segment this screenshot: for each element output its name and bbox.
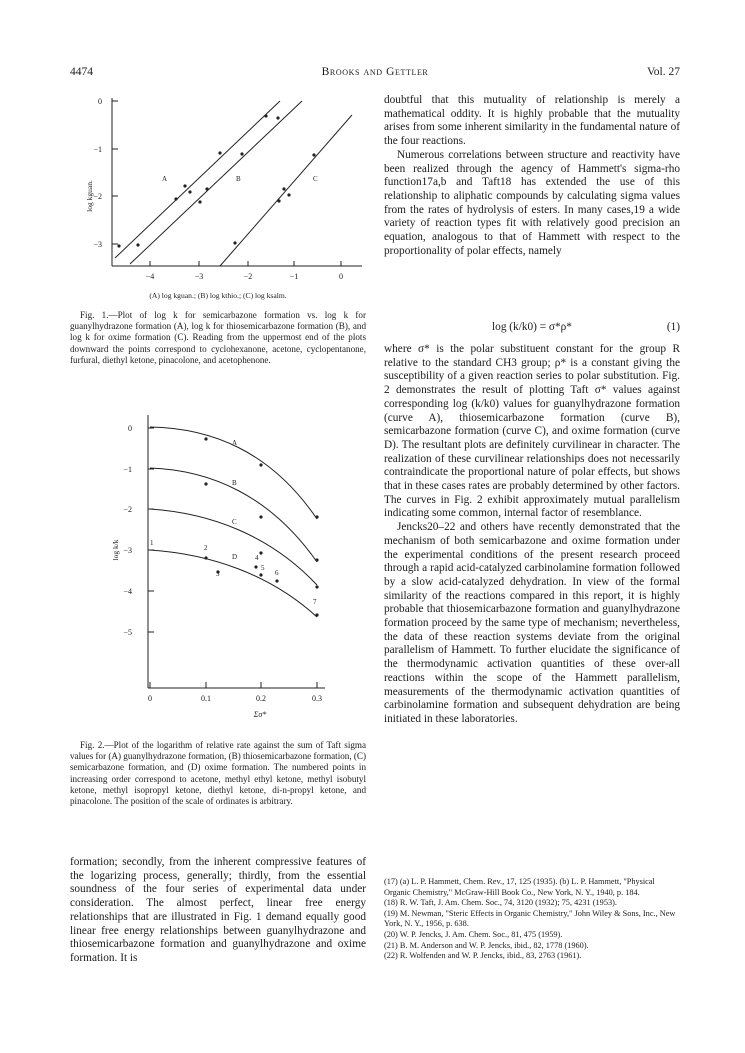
fig1-x-tick-label: −4 bbox=[145, 272, 155, 281]
fig2-point-label: 3 bbox=[216, 570, 220, 578]
fig1-x-tick-label: −3 bbox=[194, 272, 204, 281]
fig1-point bbox=[136, 243, 139, 246]
fig1-point bbox=[117, 244, 120, 247]
fig1-point bbox=[188, 190, 191, 193]
fig1-point bbox=[282, 187, 285, 190]
figure-1 bbox=[70, 88, 370, 306]
paragraph: formation; secondly, from the inherent compressive features of the logarizing process, generally; thirdly, from the essential soundness of the four series of experimental data under consideration. The almost perfect, linear free energy relationships that are illustrated in Fig. 1 demand equally good linear free energy relationships between guanylhydrazone and thiosemicarbazone formation and guanylhydrazone and oxime formation. It is bbox=[70, 856, 366, 964]
fig1-x-tick-label: 0 bbox=[339, 272, 343, 281]
reference-item: (19) M. Newman, "Steric Effects in Organic Chemistry," John Wiley & Sons, Inc., New York, N. Y., 1956, p. 638. bbox=[384, 908, 676, 929]
fig2-x-axis-label: Σσ* bbox=[253, 710, 267, 719]
fig2-y-tick-label: −2 bbox=[123, 505, 132, 514]
references bbox=[384, 877, 680, 962]
fig1-point bbox=[233, 241, 236, 244]
fig2-point bbox=[315, 613, 318, 616]
fig2-curve-label: D bbox=[232, 553, 238, 561]
fig2-curve-label: A bbox=[232, 439, 238, 447]
fig1-line-b bbox=[130, 101, 302, 264]
right-column-bottom bbox=[384, 343, 680, 727]
fig1-point bbox=[183, 184, 186, 187]
fig2-point bbox=[259, 573, 262, 576]
fig1-point bbox=[205, 187, 208, 190]
fig2-point bbox=[254, 565, 257, 568]
fig2-y-tick-label: 0 bbox=[128, 424, 132, 433]
fig2-x-tick-label: 0.1 bbox=[201, 694, 211, 703]
fig1-caption-label: Fig. 1. bbox=[80, 310, 109, 320]
fig2-point bbox=[259, 551, 262, 554]
left-column-text bbox=[70, 856, 366, 966]
fig2-y-axis-label: log k/k bbox=[111, 539, 120, 561]
equation-text: log (k/k0) = σ*ρ* bbox=[492, 321, 572, 333]
fig2-point bbox=[315, 558, 318, 561]
paragraph: Numerous correlations between structure and reactivity have been realized through the agency of Hammett's sigma-rho function17a,b and Taft18 has extended the use of this relationship to aliphatic compounds by calculating sigma values from the rates of hydrolysis of esters. In many cases,19 a wide variety of reaction types fit with relatively good precision an equation, analogous to that of Hammett with respect to the proportionality of polar effects, namely bbox=[384, 148, 680, 257]
fig2-point bbox=[259, 463, 262, 466]
fig2-y-tick-label: −1 bbox=[123, 465, 132, 474]
fig1-line-a bbox=[115, 101, 280, 258]
fig2-point-label: 7 bbox=[313, 598, 317, 606]
fig1-y-tick-label: −2 bbox=[93, 192, 102, 201]
fig2-point bbox=[204, 556, 207, 559]
fig1-point bbox=[198, 200, 201, 203]
fig1-line-c bbox=[220, 115, 352, 266]
paragraph: Jencks20–22 and others have recently demonstrated that the mechanism of both semicarbazone and oxime formation under the experimental conditions of the present research proceed through a rapid acid-catalyzed carbinolamine formation followed by a slow acid-catalyzed dehydration. In view of the formal similarity of the reactions compared in this report, it is highly probable that thiosemicarbazone formation and guanylhydrazone formation proceed by the same type of mechanism; nevertheless, the data of these reaction systems deviate from the original parallelism of Hammett. To further elucidate the significance of the thermodynamic activation quantities of these over-all reactions within the scope of the Hammett parallelism, measurements of the thermodynamic activation quantities of carbinolamine formation and subsequent dehydration are being initiated in these laboratories. bbox=[384, 521, 680, 725]
fig2-y-tick-label: −3 bbox=[123, 546, 132, 555]
fig2-point bbox=[204, 482, 207, 485]
fig2-point bbox=[315, 515, 318, 518]
figure-1-caption bbox=[70, 310, 366, 366]
fig1-caption-text: —Plot of log k for semicarbazone formation vs. log k for guanylhydrazone formation (A), log k for thiosemicarbazone formation (B), and log k for oxime formation (C). Reading from the uppermost end of the plots downward the points correspond to cyclohexanone, acetone, cyclopentanone, furfural, diethyl ketone, pinacolone, and acetophenone. bbox=[70, 310, 366, 365]
fig1-line-label: A bbox=[162, 175, 168, 183]
fig1-point bbox=[276, 116, 279, 119]
fig1-y-axis-label: log kguan. bbox=[85, 180, 94, 212]
fig2-point-label: 1 bbox=[150, 539, 154, 547]
fig1-point bbox=[218, 151, 221, 154]
fig2-point-label: 6 bbox=[275, 569, 279, 577]
reference-item: (21) B. M. Anderson and W. P. Jencks, ibid., 82, 1778 (1960). bbox=[384, 940, 589, 950]
equation-1 bbox=[384, 321, 680, 335]
fig2-point bbox=[259, 515, 262, 518]
equation-number: (1) bbox=[666, 321, 680, 333]
fig2-curve-label: C bbox=[232, 518, 237, 526]
fig2-point-label: 4 bbox=[255, 554, 259, 562]
right-column-top bbox=[384, 94, 680, 258]
fig1-point bbox=[312, 153, 315, 156]
fig1-point bbox=[264, 114, 267, 117]
fig2-caption-text: —Plot of the logarithm of relative rate against the sum of Taft sigma values for (A) guanylhydrazone formation, (B) thiosemicarbazone formation, (C) semicarbazone formation, and (D) oxime formation. The numbered points in increasing order correspond to acetone, methyl ethyl ketone, methyl isobutyl ketone, methyl isopropyl ketone, diethyl ketone, di-n-propyl ketone, and pinacolone. The position of the scale of ordinates is arbitrary. bbox=[70, 740, 367, 807]
paragraph: doubtful that this mutuality of relationship is merely a mathematical oddity. It is highly probable that the mutuality arises from some inherent similarity in the fundamental nature of the four reactions. bbox=[384, 94, 680, 148]
figure-2 bbox=[70, 410, 370, 732]
page-number: 4474 bbox=[70, 66, 93, 78]
fig2-point bbox=[275, 579, 278, 582]
reference-item: (17) (a) L. P. Hammett, Chem. Rev., 17, 125 (1935). (b) L. P. Hammett, "Physical Organic Chemistry," McGraw-Hill Book Co., New York, N. Y., 1940, p. 184. bbox=[384, 877, 655, 897]
figure-2-caption bbox=[70, 740, 366, 807]
fig1-point bbox=[174, 197, 177, 200]
fig2-y-tick-label: −4 bbox=[123, 587, 132, 596]
fig1-point bbox=[240, 152, 243, 155]
fig2-x-tick-label: 0.2 bbox=[256, 694, 266, 703]
fig2-curve-label: B bbox=[232, 479, 237, 487]
fig1-line-label: B bbox=[236, 175, 241, 183]
reference-item: (18) R. W. Taft, J. Am. Chem. Soc., 74, 3120 (1932); 75, 4231 (1953). bbox=[384, 898, 617, 908]
fig1-x-legend: (A) log kguan.; (B) log kthio.; (C) log ksalm. bbox=[149, 291, 287, 300]
fig2-x-tick-label: 0 bbox=[148, 694, 152, 703]
fig1-point bbox=[287, 193, 290, 196]
fig1-x-tick-label: −2 bbox=[243, 272, 253, 281]
fig1-y-tick-label: 0 bbox=[98, 97, 102, 106]
paragraph: where σ* is the polar substituent constant for the group R relative to the standard CH3 group; ρ* is a constant giving the susceptibility of a given reaction series to polar substitution. Fig. 2 demonstrates the result of plotting Taft σ* values against corresponding log (k/k0) values for guanylhydrazone formation (curve A), thiosemicarbazone formation (curve B), semicarbazone formation (curve C), and oxime formation (curve D). The resultant plots are definitely curvilinear in character. The realization of these curvilinear relationships does not necessarily contraindicate the proportional nature of polar effects, but shows that in these cases rates are probably determined by other factors. The curves in Fig. 2 exhibit approximately mutual parallelism indicating some common, internal factor of resemblance. bbox=[384, 343, 680, 520]
running-header bbox=[70, 66, 680, 80]
volume-label: Vol. 27 bbox=[646, 66, 680, 78]
fig1-line-label: C bbox=[313, 175, 318, 183]
fig2-x-tick-label: 0.3 bbox=[312, 694, 322, 703]
fig2-caption-label: Fig. 2. bbox=[80, 740, 105, 750]
running-title: Brooks and Gettler bbox=[321, 66, 429, 78]
fig2-point bbox=[204, 437, 207, 440]
reference-item: (20) W. P. Jencks, J. Am. Chem. Soc., 81, 475 (1959). bbox=[384, 929, 563, 939]
fig2-point-label: 2 bbox=[204, 544, 208, 552]
fig1-point bbox=[277, 199, 280, 202]
reference-item: (22) R. Wolfenden and W. P. Jencks, ibid., 83, 2763 (1961). bbox=[384, 951, 582, 961]
fig2-y-tick-label: −5 bbox=[123, 628, 132, 637]
fig1-x-tick-label: −1 bbox=[289, 272, 299, 281]
fig2-point bbox=[315, 585, 318, 588]
fig1-y-tick-label: −3 bbox=[93, 240, 102, 249]
fig2-point-label: 5 bbox=[261, 564, 265, 572]
fig1-y-tick-label: −1 bbox=[93, 145, 102, 154]
